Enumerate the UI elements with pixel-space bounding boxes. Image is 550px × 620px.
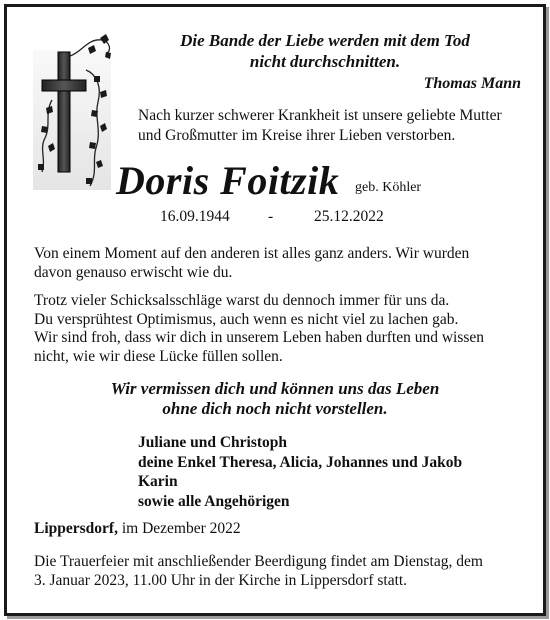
closing-line-1: Wir vermissen dich und können uns das Leben [110,379,440,398]
mourners-list [138,433,462,511]
mourner-1: Juliane und Christoph [138,434,288,451]
quote-line-2: nicht durchschnitten. [249,52,401,71]
funeral-line-2: 3. Januar 2023, 11.00 Uhr in der Kirche in Lippersdorf statt. [34,571,408,589]
closing-statement [60,379,490,419]
paragraph-2-line-4: nicht, wie wir diese Lücke füllen sollen. [34,347,283,365]
intro-line-1: Nach kurzer schwerer Krankheit ist unsere geliebte Mutter [138,107,502,124]
funeral-notice [34,553,519,590]
quote [150,30,500,72]
intro-text [138,106,518,146]
mourner-3: Karin [138,473,178,490]
paragraph-2 [34,292,519,366]
deceased-name: Doris Foitzik [116,158,340,203]
mourner-2: deine Enkel Theresa, Alicia, Johannes und Jakob [138,453,463,471]
death-date: 25.12.2022 [314,208,384,225]
paragraph-1-line-1: Von einem Moment auf den anderen ist alles ganz anders. Wir wurden [34,245,470,262]
mourner-4: sowie alle Angehörigen [138,492,290,510]
place-date [34,520,241,538]
place-month: im Dezember 2022 [117,520,241,537]
quote-author: Thomas Mann [423,75,521,92]
quote-line-1: Die Bande der Liebe werden mit dem Tod [180,31,470,50]
paragraph-2-line-2: Du versprühtest Optimismus, auch wenn es nicht viel zu lachen gab. [34,310,459,328]
closing-line-2: ohne dich noch nicht vorstellen. [162,399,388,418]
date-separator: - [268,208,274,225]
birth-name: geb. Köhler [355,180,422,195]
intro-line-2: und Großmutter im Kreise ihrer Lieben verstorben. [138,127,456,144]
place-town: Lippersdorf, [34,520,118,537]
paragraph-1-line-2: davon genauso erwischt wie du. [34,263,233,281]
funeral-line-1: Die Trauerfeier mit anschließender Beerdigung findet am Dienstag, dem [34,553,483,570]
paragraph-2-line-3: Wir sind froh, dass wir dich in unserem Leben haben durften und wissen [34,329,485,346]
cross-with-ivy-icon [30,30,120,200]
paragraph-1 [34,245,519,282]
birth-date: 16.09.1944 [160,208,230,225]
paragraph-2-line-1: Trotz vieler Schicksalsschläge warst du dennoch immer für uns da. [34,292,450,309]
